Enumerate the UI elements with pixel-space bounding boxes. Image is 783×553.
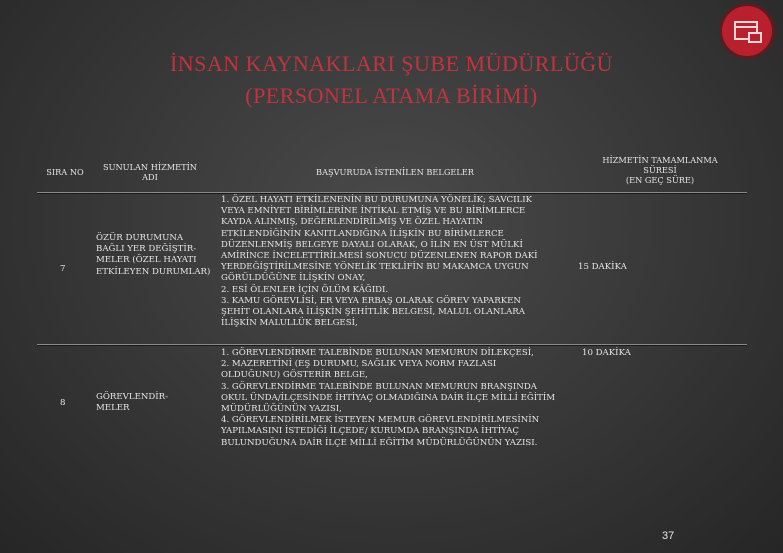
header-sira-no: SIRA NO <box>46 167 84 177</box>
row-hizmet-adi: ÖZÜR DURUMUNA BAĞLI YER DEĞİŞTİR-MELER (ÖZEL HAYATI ETKİLEYEN DURUMLAR) <box>96 233 211 277</box>
header-sure: HİZMETİN TAMAMLANMA SÜRESİ (EN GEÇ SÜRE) <box>602 155 718 185</box>
row-sure: 10 DAKİKA <box>582 348 631 358</box>
row-divider <box>37 344 747 345</box>
row-belgeler: 1. ÖZEL HAYATI ETKİLENENİN BU DURUMUNA YÖNELİK; SAVCILIK VEYA EMNİYET BİRİMLERİNE İNTİKAL ETMİŞ VE BU BİRİMLERCE KAYDA ALINMIŞ, DEĞERLENDİRİLMİŞ VE ÖZEL HAYATIN ETKİLENDİĞİNİN KANITLANDIĞINA İLİŞKİN BU BİRİMLERCE DÜZENLENMİŞ BELGEYE DAYALI OLARAK, O İLİN EN ÜST MÜLKİ AMİRİNCE İNCELETTİRİLMESİ SONUCU DÜZENLENEN RAPOR DAKİ YERDEĞİŞTİRİLMESİNE YÖNELİK TEKLİFİN BU MAKAMCA UYGUN GÖRÜLDÜĞÜNE İLİŞKİN ONAY, 2. ESİ ÖLENLER İÇİN ÖLÜM KÂĞIDI. 3. KAMU GÖREVLİSİ, ER VEYA ERBAŞ OLARAK GÖREV YAPARKEN ŞEHİT OLANLARA İLİŞKİN ŞEHİTLİK BELGESİ, MALUL OLANLARA İLİŞKİN MALULLÜK BELGESİ, <box>221 195 538 329</box>
header-hizmet-adi: SUNULAN HİZMETİN ADI <box>103 162 197 182</box>
row-belgeler: 1. GÖREVLENDİRME TALEBİNDE BULUNAN MEMURUN DİLEKÇESİ, 2. MAZERETİNİ (EŞ DURUMU, SAĞLIK VEYA NORM FAZLASI OLDUĞUNU) GÖSTERİR BELGE, 3. GÖREVLENDİRME TALEBİNDE BULUNAN MEMURUN BRANŞINDA OKUL ÜNDA/İLÇESİNDE İHTİYAÇ OLMADIĞINA DAİR İLÇE MİLLİ EĞİTİM MÜDÜRLÜĞÜNÜN YAZISI, 4. GÖREVLENDİRİLMEK İSTEYEN MEMUR GÖREVLENDİRİLMESİNİN YAPILMASINI İSTEDİĞİ İLÇEDE/ KURUMDA BRANŞINDA İHTİYAÇ BULUNDUĞUNA DAİR İLÇE MİLLİ EĞİTİM MÜDÜRLÜĞÜNÜN YAZISI. <box>221 348 556 448</box>
header-belgeler: BAŞVURUDA İSTENİLEN BELGELER <box>316 167 474 177</box>
row-hizmet-adi: GÖREVLENDİR-MELER <box>96 392 169 414</box>
row-divider <box>37 192 747 193</box>
page-number: 37 <box>662 530 675 542</box>
slide-icon <box>722 6 772 56</box>
row-sira-no: 8 <box>60 398 66 408</box>
page-subtitle: (PERSONEL ATAMA BİRİMİ) <box>245 83 538 108</box>
page-title: İNSAN KAYNAKLARI ŞUBE MÜDÜRLÜĞÜ <box>169 51 614 76</box>
row-sure: 15 DAKİKA <box>578 262 627 272</box>
row-sira-no: 7 <box>60 264 66 274</box>
